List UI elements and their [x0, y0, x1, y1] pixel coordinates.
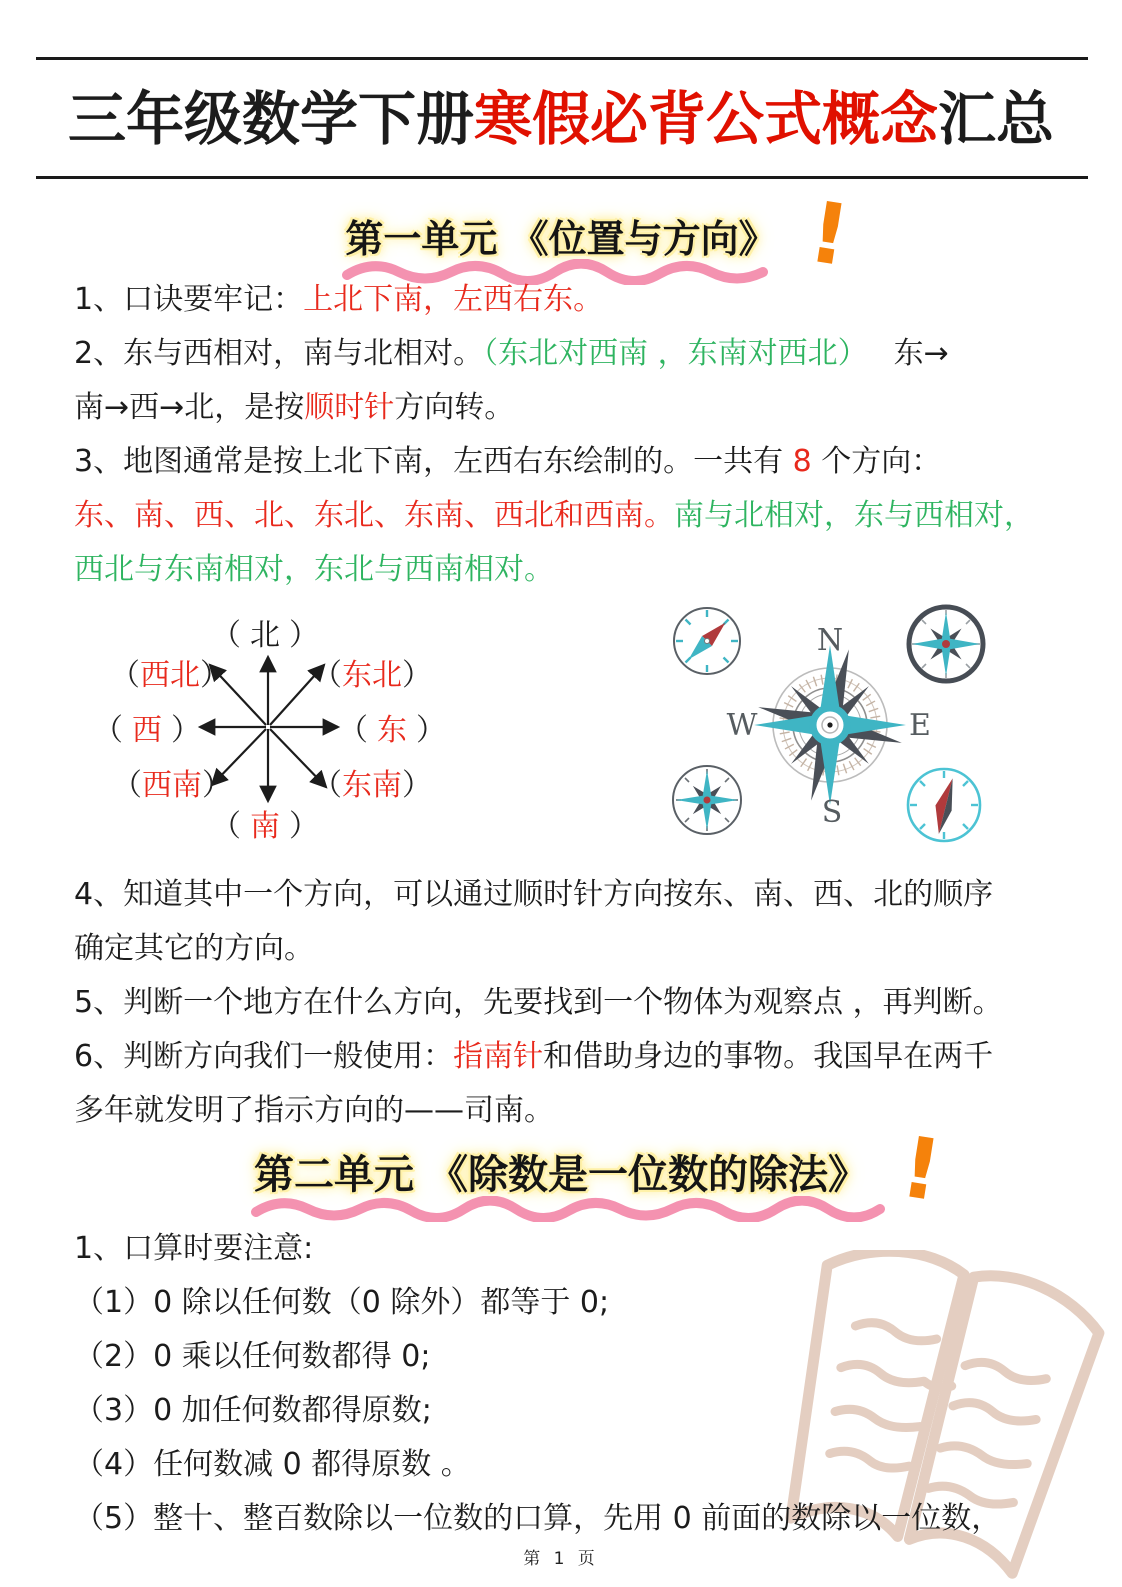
point-2-green-note: （东北对西南 ，东南对西北）: [483, 336, 868, 371]
compass-illustrations: [630, 578, 1080, 863]
point-3-pairs-green2: 西北与东南相对，东北与西南相对。: [74, 552, 554, 587]
compass-label-w: W: [726, 708, 758, 743]
point-3-count: 8: [792, 444, 812, 479]
point-2-line2: [74, 381, 1074, 435]
point-3-directions-red: 东、南、西、北、东北、东南、西北和西南。: [74, 498, 674, 533]
direction-label-east: （ 东 ）: [338, 713, 446, 748]
page-title: [0, 72, 1122, 156]
section1-heading: 第一单元 《位置与方向》: [345, 217, 777, 261]
point-5: 5、判断一个地方在什么方向，先要找到一个物体为观察点 ，再判断。: [74, 985, 1003, 1020]
compass-rose-icon: [630, 578, 1080, 863]
point-3-line3: [74, 543, 1074, 597]
section2-sub-4: （4）任何数减 0 都得原数 。: [74, 1447, 471, 1482]
compass-small-bottomright-icon: [908, 769, 980, 841]
exclamation-mark-icon: !: [802, 182, 857, 286]
compass-small-bottomleft-icon: [673, 766, 741, 834]
point-2-text: 2、东与西相对，南与北相对。: [74, 336, 484, 371]
point-1-label: 1、口诀要牢记：: [74, 282, 304, 317]
point-3-text: 3、地图通常是按上北下南，左西右东绘制的。一共有: [74, 444, 793, 479]
point-3-tail: 个方向：: [811, 444, 942, 479]
direction-label-southwest: （西南）: [112, 768, 232, 803]
top-rule: [36, 57, 1088, 60]
point-2-sequence: 南→西→北，是按: [74, 390, 305, 425]
section1-body-top: [74, 273, 1074, 597]
section2-sub-2: （2）0 乘以任何数都得 0;: [74, 1339, 431, 1374]
title-part-red: 寒假必背公式概念: [473, 85, 938, 153]
exclamation-mark-icon: !: [894, 1117, 948, 1221]
compass-rose-center: [739, 631, 920, 818]
point-4-line2: 确定其它的方向。: [74, 931, 314, 966]
point-1: [74, 273, 1074, 327]
point-6-compass-word: 指南针: [453, 1039, 544, 1074]
direction-label-northeast: （东北）: [312, 658, 432, 693]
direction-label-northwest: （西北）: [110, 658, 230, 693]
title-part-black2: 汇总: [938, 85, 1055, 153]
title-bottom-rule: [36, 176, 1088, 179]
compass-small-topright-icon: [909, 607, 983, 681]
section2-sub-3: （3）0 加任何数都得原数;: [74, 1393, 432, 1428]
point-6-line2: 多年就发明了指示方向的——司南。: [74, 1093, 554, 1128]
point-3-line1: [74, 435, 1074, 489]
direction-label-southeast: （东南）: [312, 768, 432, 803]
point-2-east-arrow: 东→: [893, 336, 949, 371]
section2-header: [0, 1117, 1122, 1221]
compass-small-topleft-icon: [674, 608, 740, 674]
section2-sub-5: （5）整十、整百数除以一位数的口算，先用 0 前面的数除以一位数，: [74, 1501, 1002, 1536]
page-number: 第 1 页: [523, 1549, 599, 1569]
point-6-line1: [74, 1030, 1074, 1084]
direction-star-diagram: [90, 595, 490, 855]
compass-label-e: E: [909, 708, 931, 743]
point-3-pairs-green1: 南与北相对，东与西相对，: [674, 498, 1034, 533]
direction-label-south: （ 南 ）: [211, 809, 319, 844]
section2-body: [74, 1222, 1074, 1546]
point-1-mnemonic: 上北下南，左西右东。: [303, 282, 604, 317]
section2-sub-1: （1）0 除以任何数（0 除外）都等于 0;: [74, 1285, 610, 1320]
point-3-line2: [74, 489, 1074, 543]
section1-header: [0, 182, 1122, 286]
compass-label-s: S: [821, 795, 843, 830]
direction-label-west: （ 西 ）: [93, 713, 201, 748]
title-part-black1: 三年级数学下册: [67, 85, 474, 153]
section2-point-1: 1、口算时要注意:: [74, 1231, 314, 1266]
point-2-line1: [74, 327, 1074, 381]
direction-label-north: （ 北 ）: [211, 618, 319, 653]
section1-body-bottom: [74, 868, 1074, 1138]
point-2-clockwise: 顺时针: [304, 390, 395, 425]
pink-wave-underline-icon: [248, 1196, 908, 1222]
compass-label-n: N: [816, 623, 844, 658]
point-2-tail: 方向转。: [394, 390, 515, 425]
point-6-text: 6、判断方向我们一般使用：: [74, 1039, 454, 1074]
section2-heading: 第二单元 《除数是一位数的除法》: [254, 1152, 868, 1198]
point-4-line1: 4、知道其中一个方向，可以通过顺时针方向按东、南、西、北的顺序: [74, 877, 994, 912]
point-6-tail: 和借助身边的事物。我国早在两千: [543, 1039, 994, 1074]
